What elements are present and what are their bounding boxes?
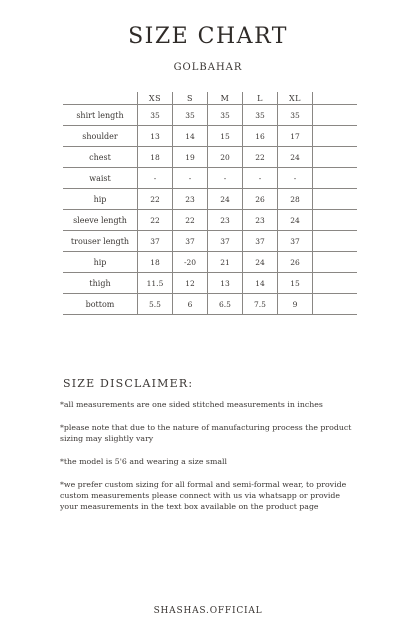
row-trailing-cell	[313, 105, 358, 126]
measurement-value: -20	[173, 252, 208, 273]
measurement-value: 26	[278, 252, 313, 273]
measurement-value: 35	[173, 105, 208, 126]
row-trailing-cell	[313, 147, 358, 168]
disclaimer-heading: SIZE DISCLAIMER:	[63, 377, 194, 390]
measurement-value: 23	[173, 189, 208, 210]
measurement-value: 37	[173, 231, 208, 252]
disclaimer-note: *we prefer custom sizing for all formal and semi-formal wear, to provide custom measurements please connect with us via whatsapp or provide your measurements in the text box available on the product page	[60, 480, 347, 511]
measurement-value: 22	[138, 210, 173, 231]
measurement-label: shoulder	[63, 126, 138, 147]
table-row	[63, 189, 357, 210]
row-trailing-cell	[313, 168, 358, 189]
measurement-label: chest	[63, 147, 138, 168]
measurement-value: 12	[173, 273, 208, 294]
size-header-xs: XS	[138, 92, 173, 105]
measurement-value: 24	[278, 210, 313, 231]
size-chart-table	[63, 92, 357, 315]
measurement-value: -	[208, 168, 243, 189]
size-header-row	[63, 92, 357, 105]
measurement-value: 35	[208, 105, 243, 126]
measurement-value: 11.5	[138, 273, 173, 294]
measurement-label: trouser length	[63, 231, 138, 252]
disclaimer-note: *please note that due to the nature of manufacturing process the product sizing may slightly vary	[60, 423, 352, 443]
measurement-value: 20	[208, 147, 243, 168]
measurement-value: 14	[173, 126, 208, 147]
row-trailing-cell	[313, 189, 358, 210]
table-row	[63, 273, 357, 294]
measurement-value: 28	[278, 189, 313, 210]
measurement-value: 35	[243, 105, 278, 126]
measurement-value: 17	[278, 126, 313, 147]
measurement-value: -	[278, 168, 313, 189]
measurement-value: 21	[208, 252, 243, 273]
measurement-value: 37	[278, 231, 313, 252]
size-header-s: S	[173, 92, 208, 105]
table-row	[63, 147, 357, 168]
measurement-value: 19	[173, 147, 208, 168]
measurement-label: bottom	[63, 294, 138, 315]
measurement-value: 15	[208, 126, 243, 147]
measurement-value: 22	[173, 210, 208, 231]
measurement-value: 6	[173, 294, 208, 315]
row-trailing-cell	[313, 126, 358, 147]
measurement-value: 6.5	[208, 294, 243, 315]
measurement-value: 35	[278, 105, 313, 126]
row-trailing-cell	[313, 273, 358, 294]
measurement-value: 14	[243, 273, 278, 294]
row-trailing-cell	[313, 252, 358, 273]
measurement-value: 7.5	[243, 294, 278, 315]
measurement-value: 13	[208, 273, 243, 294]
measurement-value: 24	[208, 189, 243, 210]
measurement-value: 5.5	[138, 294, 173, 315]
measurement-value: 13	[138, 126, 173, 147]
measurement-label: hip	[63, 252, 138, 273]
measurement-label: shirt length	[63, 105, 138, 126]
measurement-value: 24	[243, 252, 278, 273]
table-row	[63, 252, 357, 273]
measurement-label: sleeve length	[63, 210, 138, 231]
row-trailing-cell	[313, 294, 358, 315]
measurement-value: 18	[138, 147, 173, 168]
table-row	[63, 126, 357, 147]
page-title: SIZE CHART	[128, 24, 288, 49]
row-trailing-cell	[313, 210, 358, 231]
row-trailing-cell	[313, 231, 358, 252]
measurement-label: thigh	[63, 273, 138, 294]
header-blank	[63, 92, 138, 105]
measurement-value: 9	[278, 294, 313, 315]
measurement-value: 15	[278, 273, 313, 294]
measurement-label: waist	[63, 168, 138, 189]
measurement-value: 23	[208, 210, 243, 231]
measurement-value: 37	[243, 231, 278, 252]
measurement-value: 26	[243, 189, 278, 210]
measurement-label: hip	[63, 189, 138, 210]
measurement-value: -	[173, 168, 208, 189]
size-header-l: L	[243, 92, 278, 105]
size-header-xl: XL	[278, 92, 313, 105]
table-row	[63, 105, 357, 126]
measurement-value: 23	[243, 210, 278, 231]
measurement-value: 16	[243, 126, 278, 147]
table-row	[63, 168, 357, 189]
measurement-value: 37	[208, 231, 243, 252]
measurement-value: -	[138, 168, 173, 189]
footer-handle: SHASHAS.OFFICIAL	[153, 606, 263, 616]
measurement-value: 35	[138, 105, 173, 126]
disclaimer-notes	[60, 399, 360, 524]
size-header-m: M	[208, 92, 243, 105]
measurement-value: -	[243, 168, 278, 189]
table-row	[63, 231, 357, 252]
table-row	[63, 210, 357, 231]
measurement-value: 18	[138, 252, 173, 273]
measurement-value: 24	[278, 147, 313, 168]
brand-name: GOLBAHAR	[173, 62, 243, 73]
measurement-value: 22	[243, 147, 278, 168]
header-trailing	[313, 92, 358, 105]
disclaimer-note: *all measurements are one sided stitched measurements in inches	[60, 400, 323, 409]
disclaimer-note: *the model is 5'6 and wearing a size small	[60, 457, 227, 466]
measurement-value: 37	[138, 231, 173, 252]
table-row	[63, 294, 357, 315]
measurement-value: 22	[138, 189, 173, 210]
